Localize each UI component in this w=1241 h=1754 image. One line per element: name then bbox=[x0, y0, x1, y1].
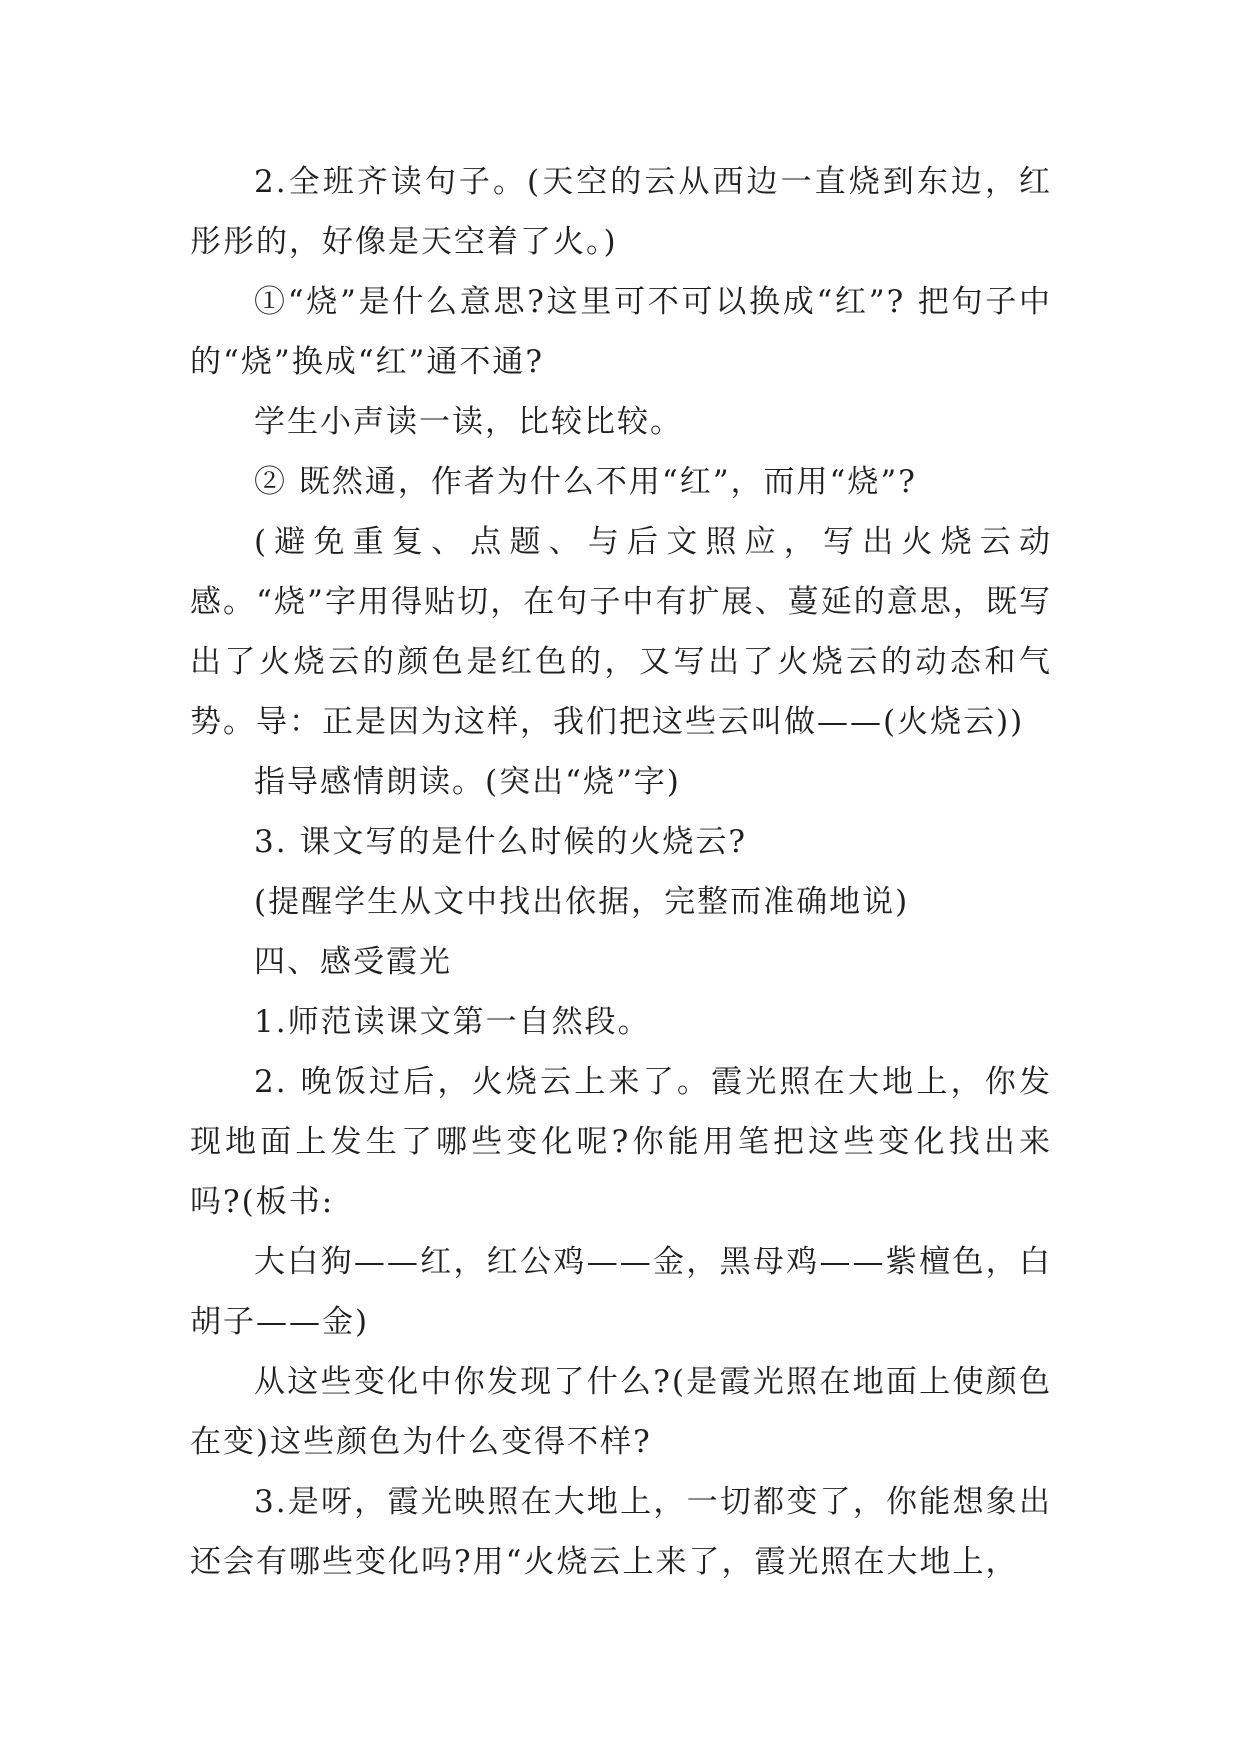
paragraph: 3.是呀，霞光映照在大地上，一切都变了，你能想象出还会有哪些变化吗?用“火烧云上来了，霞光照在大地上， bbox=[190, 1484, 1052, 1580]
paragraph: (避免重复、点题、与后文照应，写出火烧云动感。“烧”字用得贴切，在句子中有扩展、蔓延的意思，既写出了火烧云的颜色是红色的，又写出了火烧云的动态和气势。导：正是因为这样，我们把这些云叫做——(火烧云)) bbox=[190, 524, 1052, 740]
paragraph: 1.师范读课文第一自然段。 bbox=[254, 1004, 651, 1040]
paragraph: 2.全班齐读句子。(天空的云从西边一直烧到东边，红彤彤的，好像是天空着了火。) bbox=[190, 164, 1052, 260]
paragraph: (提醒学生从文中找出依据，完整而准确地说) bbox=[254, 884, 910, 920]
paragraph: 3. 课文写的是什么时候的火烧云? bbox=[254, 824, 748, 860]
paragraph: ①“烧”是什么意思?这里可不可以换成“红”? 把句子中的“烧”换成“红”通不通? bbox=[190, 284, 1052, 380]
paragraph: 从这些变化中你发现了什么?(是霞光照在地面上使颜色在变)这些颜色为什么变得不样? bbox=[190, 1364, 1052, 1460]
paragraph: 2. 晚饭过后，火烧云上来了。霞光照在大地上，你发现地面上发生了哪些变化呢?你能用笔把这些变化找出来吗?(板书: bbox=[190, 1064, 1052, 1220]
paragraph: 大白狗——红，红公鸡——金，黑母鸡——紫檀色，白胡子——金) bbox=[190, 1244, 1052, 1340]
paragraph: ② 既然通，作者为什么不用“红”，而用“烧”? bbox=[254, 464, 917, 500]
paragraph: 指导感情朗读。(突出“烧”字) bbox=[254, 764, 681, 800]
document-body bbox=[190, 152, 1052, 1592]
paragraph: 学生小声读一读，比较比较。 bbox=[254, 404, 683, 440]
section-heading: 四、感受霞光 bbox=[254, 944, 452, 980]
